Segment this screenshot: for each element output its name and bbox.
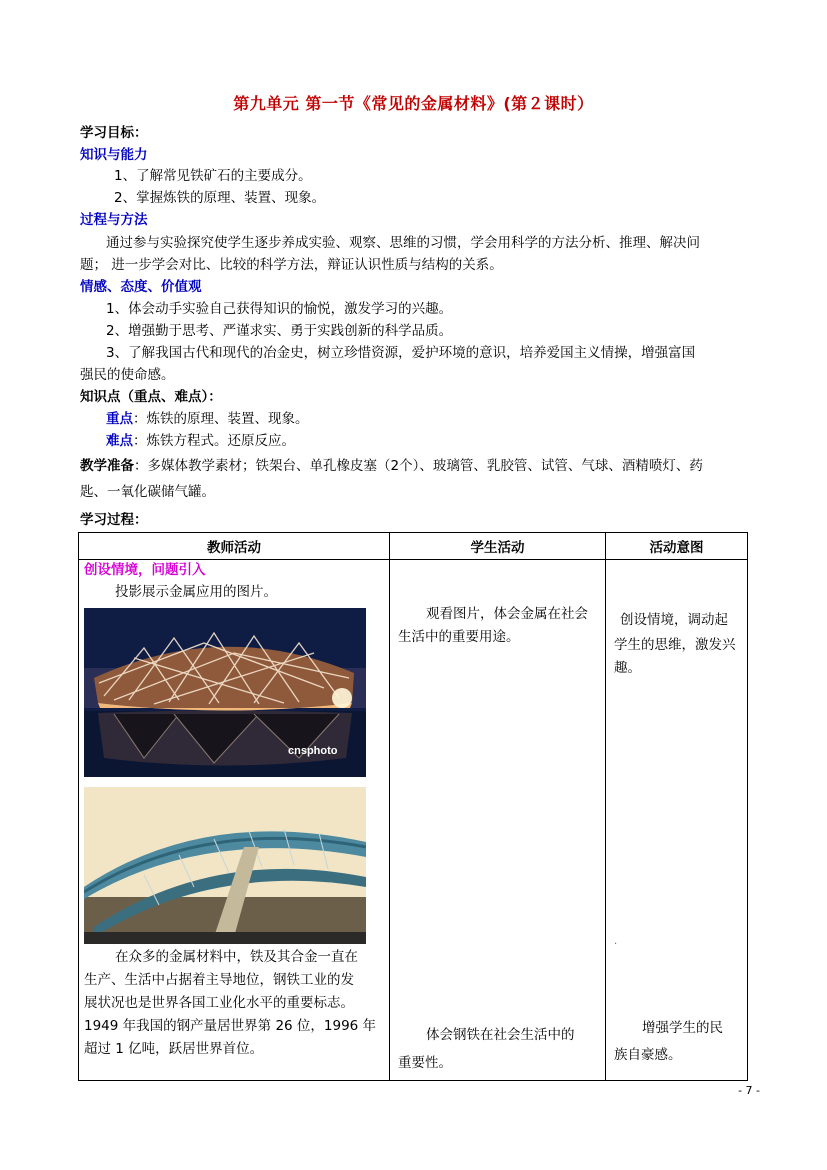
- process-heading: 过程与方法: [80, 212, 148, 228]
- emotion-item-continued: 强民的使命感。: [80, 367, 175, 383]
- difficulty-label: 难点: [106, 433, 133, 449]
- teacher-paragraph-line: 1949 年我国的钢产量居世界第 26 位，1996 年: [84, 1018, 377, 1034]
- intent-text-line: 增强学生的民: [642, 1020, 723, 1036]
- emotion-item: 1、体会动手实验自己获得知识的愉悦，激发学习的兴趣。: [106, 301, 453, 317]
- bridge-illustration: [84, 787, 366, 944]
- table-row: [79, 560, 748, 1081]
- header-student: 学生活动: [390, 533, 606, 560]
- knowledge-item: 2、掌握炼铁的原理、装置、现象。: [114, 190, 326, 206]
- prep-text: ：多媒体教学素材；铁架台、单孔橡皮塞（2个）、玻璃管、乳胶管、试管、气球、酒精喷灯、药: [134, 458, 703, 474]
- activity-table: [78, 532, 748, 1081]
- emotion-item: 2、增强勤于思考、严谨求实、勇于实践创新的科学品质。: [106, 323, 453, 339]
- student-text-line: 观看图片，体会金属在社会: [426, 606, 588, 622]
- page-number: - 7 -: [738, 1084, 760, 1097]
- teacher-paragraph-line: 在众多的金属材料中，铁及其合金一直在: [115, 949, 358, 965]
- prep-text-continued: 匙、一氧化碳储气罐。: [80, 484, 215, 500]
- prep-line: [80, 455, 752, 477]
- intent-text-line: 族自豪感。: [614, 1047, 682, 1063]
- teacher-section-heading: 创设情境，问题引入: [84, 562, 206, 578]
- student-text-line: 生活中的重要用途。: [398, 629, 520, 645]
- stray-dot: .: [614, 936, 618, 947]
- page-title: 第九单元 第一节《常见的金属材料》(第２课时）: [233, 94, 594, 113]
- teacher-cell: [79, 560, 390, 1081]
- intent-cell: [606, 560, 748, 1081]
- process-text: 通过参与实验探究使学生逐步养成实验、观察、思维的习惯，学会用科学的方法分析、推理、解决问: [106, 235, 700, 251]
- teacher-paragraph-line: 展状况也是世界各国工业化水平的重要标志。: [84, 995, 354, 1011]
- bridge-photo: [84, 787, 366, 944]
- photo-watermark: cnsphoto: [288, 745, 338, 757]
- prep-label: 教学准备: [80, 458, 134, 474]
- stadium-illustration: [84, 608, 366, 777]
- teacher-paragraph-line: 超过 1 亿吨，跃居世界首位。: [84, 1041, 264, 1057]
- knowledge-item: 1、了解常见铁矿石的主要成分。: [114, 168, 312, 184]
- emotion-heading: 情感、态度、价值观: [80, 279, 202, 295]
- process-section-heading: 学习过程：: [80, 512, 148, 528]
- student-cell: [390, 560, 606, 1081]
- stadium-photo: [84, 608, 366, 777]
- student-text-line: 体会钢铁在社会生活中的: [426, 1027, 575, 1043]
- header-intent: 活动意图: [606, 533, 748, 560]
- knowledge-heading: 知识与能力: [80, 147, 148, 163]
- table-header-row: [79, 533, 748, 560]
- focus-text: ：炼铁的原理、装置、现象。: [133, 411, 309, 427]
- focus-label: 重点: [106, 411, 133, 427]
- emotion-item: 3、了解我国古代和现代的冶金史，树立珍惜资源，爱护环境的意识，培养爱国主义情操，增强富国: [106, 345, 696, 361]
- intent-text-line: 学生的思维，激发兴: [614, 637, 736, 653]
- header-teacher: 教师活动: [79, 533, 390, 560]
- focus-line: [80, 408, 778, 430]
- objectives-heading: 学习目标：: [80, 125, 148, 141]
- keypoints-heading: 知识点（重点、难点）：: [80, 389, 222, 405]
- difficulty-text: ：炼铁方程式。还原反应。: [133, 433, 295, 449]
- intent-text-line: 创设情境，调动起: [620, 612, 728, 628]
- teacher-paragraph-line: 生产、生活中占据着主导地位，钢铁工业的发: [84, 972, 354, 988]
- intent-text-line: 趣。: [614, 660, 641, 676]
- process-text: 题； 进一步学会对比、比较的科学方法，辩证认识性质与结构的关系。: [80, 257, 503, 273]
- teacher-intro: 投影展示金属应用的图片。: [115, 584, 277, 600]
- difficulty-line: [80, 430, 778, 452]
- student-text-line: 重要性。: [398, 1055, 452, 1071]
